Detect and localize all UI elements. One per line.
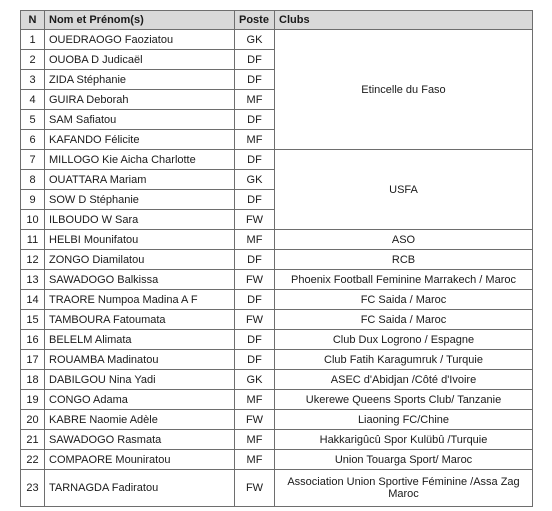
- player-name: ILBOUDO W Sara: [45, 210, 235, 230]
- table-row: [21, 30, 533, 50]
- header-number: N: [21, 11, 45, 30]
- player-name: ZIDA Stéphanie: [45, 70, 235, 90]
- player-number: 10: [21, 210, 45, 230]
- player-position: DF: [235, 290, 275, 310]
- player-number: 22: [21, 450, 45, 470]
- player-position: DF: [235, 150, 275, 170]
- table-row: [21, 370, 533, 390]
- table-row: [21, 250, 533, 270]
- player-club: FC Saida / Maroc: [275, 290, 533, 310]
- header-row: [21, 11, 533, 30]
- player-club: Club Fatih Karagumruk / Turquie: [275, 350, 533, 370]
- table-row: [21, 270, 533, 290]
- player-number: 23: [21, 470, 45, 507]
- player-number: 3: [21, 70, 45, 90]
- player-number: 15: [21, 310, 45, 330]
- roster-table: [20, 10, 533, 507]
- player-club: ASO: [275, 230, 533, 250]
- player-club: Liaoning FC/Chine: [275, 410, 533, 430]
- player-name: TAMBOURA Fatoumata: [45, 310, 235, 330]
- player-name: SAWADOGO Rasmata: [45, 430, 235, 450]
- player-club: Phoenix Football Feminine Marrakech / Maroc: [275, 270, 533, 290]
- player-name: OUATTARA Mariam: [45, 170, 235, 190]
- player-name: GUIRA Deborah: [45, 90, 235, 110]
- header-clubs: Clubs: [275, 11, 533, 30]
- player-number: 13: [21, 270, 45, 290]
- player-club: ASEC d'Abidjan /Côté d'Ivoire: [275, 370, 533, 390]
- table-row: [21, 430, 533, 450]
- table-row: [21, 470, 533, 507]
- player-position: DF: [235, 70, 275, 90]
- player-number: 5: [21, 110, 45, 130]
- player-position: FW: [235, 210, 275, 230]
- player-name: TARNAGDA Fadiratou: [45, 470, 235, 507]
- player-position: MF: [235, 390, 275, 410]
- player-number: 11: [21, 230, 45, 250]
- player-number: 12: [21, 250, 45, 270]
- header-name: Nom et Prénom(s): [45, 11, 235, 30]
- player-number: 1: [21, 30, 45, 50]
- player-club: FC Saida / Maroc: [275, 310, 533, 330]
- player-position: DF: [235, 330, 275, 350]
- player-position: MF: [235, 130, 275, 150]
- player-number: 19: [21, 390, 45, 410]
- player-position: MF: [235, 230, 275, 250]
- player-name: SAWADOGO Balkissa: [45, 270, 235, 290]
- player-club: RCB: [275, 250, 533, 270]
- player-name: ZONGO Diamilatou: [45, 250, 235, 270]
- player-number: 8: [21, 170, 45, 190]
- player-number: 4: [21, 90, 45, 110]
- player-number: 18: [21, 370, 45, 390]
- player-name: MILLOGO Kie Aicha Charlotte: [45, 150, 235, 170]
- player-position: FW: [235, 470, 275, 507]
- player-club: Hakkarigûcû Spor Kulübû /Turquie: [275, 430, 533, 450]
- player-position: FW: [235, 270, 275, 290]
- player-number: 2: [21, 50, 45, 70]
- player-position: GK: [235, 170, 275, 190]
- player-position: GK: [235, 370, 275, 390]
- table-row: [21, 350, 533, 370]
- table-row: [21, 330, 533, 350]
- player-number: 9: [21, 190, 45, 210]
- player-position: DF: [235, 190, 275, 210]
- player-club: Union Touarga Sport/ Maroc: [275, 450, 533, 470]
- player-position: MF: [235, 90, 275, 110]
- player-number: 17: [21, 350, 45, 370]
- player-number: 14: [21, 290, 45, 310]
- player-club: USFA: [275, 150, 533, 230]
- player-name: SAM Safiatou: [45, 110, 235, 130]
- table-row: [21, 410, 533, 430]
- player-name: OUEDRAOGO Faoziatou: [45, 30, 235, 50]
- player-name: BELELM Alimata: [45, 330, 235, 350]
- player-position: MF: [235, 450, 275, 470]
- player-position: DF: [235, 50, 275, 70]
- player-club: Club Dux Logrono / Espagne: [275, 330, 533, 350]
- player-position: GK: [235, 30, 275, 50]
- player-club: Ukerewe Queens Sports Club/ Tanzanie: [275, 390, 533, 410]
- roster-body: [21, 30, 533, 507]
- table-row: [21, 230, 533, 250]
- table-row: [21, 310, 533, 330]
- table-row: [21, 390, 533, 410]
- player-number: 21: [21, 430, 45, 450]
- header-position: Poste: [235, 11, 275, 30]
- player-number: 7: [21, 150, 45, 170]
- table-row: [21, 290, 533, 310]
- player-club: Etincelle du Faso: [275, 30, 533, 150]
- player-number: 6: [21, 130, 45, 150]
- player-name: CONGO Adama: [45, 390, 235, 410]
- player-name: SOW D Stéphanie: [45, 190, 235, 210]
- player-position: MF: [235, 430, 275, 450]
- player-name: HELBI Mounifatou: [45, 230, 235, 250]
- player-position: DF: [235, 110, 275, 130]
- player-position: DF: [235, 350, 275, 370]
- table-row: [21, 150, 533, 170]
- player-position: DF: [235, 250, 275, 270]
- player-name: KAFANDO Félicite: [45, 130, 235, 150]
- player-name: DABILGOU Nina Yadi: [45, 370, 235, 390]
- player-name: COMPAORE Mouniratou: [45, 450, 235, 470]
- player-name: TRAORE Numpoa Madina A F: [45, 290, 235, 310]
- player-position: FW: [235, 310, 275, 330]
- player-position: FW: [235, 410, 275, 430]
- player-name: ROUAMBA Madinatou: [45, 350, 235, 370]
- player-name: KABRE Naomie Adèle: [45, 410, 235, 430]
- player-number: 16: [21, 330, 45, 350]
- table-row: [21, 450, 533, 470]
- player-number: 20: [21, 410, 45, 430]
- player-club: Association Union Sportive Féminine /Assa Zag Maroc: [275, 470, 533, 507]
- player-name: OUOBA D Judicaël: [45, 50, 235, 70]
